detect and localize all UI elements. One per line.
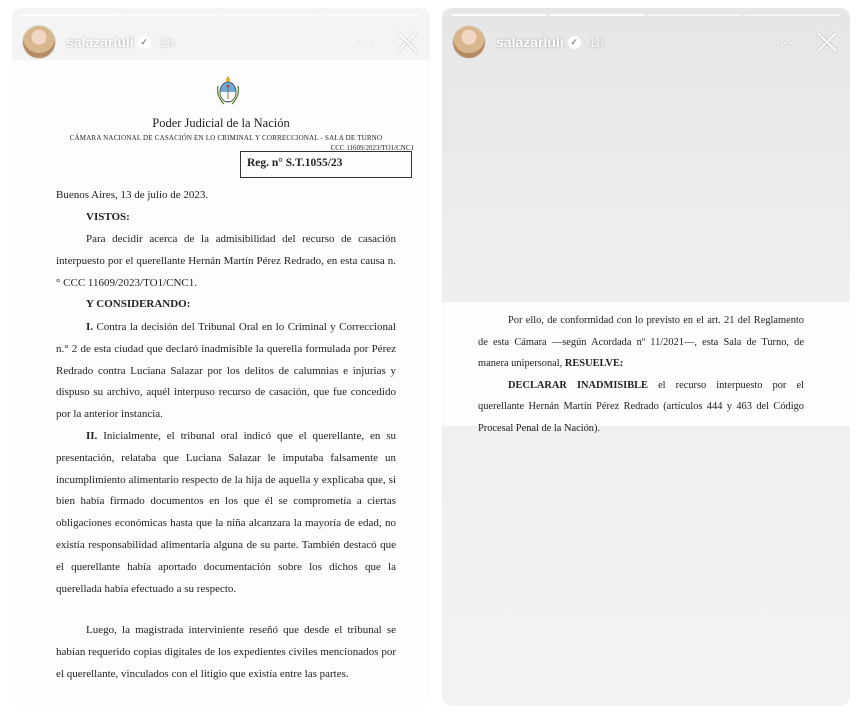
resolution-text-2: el recurso interpuesto por el querellante Hernán Martín Pérez Redrado (artículos 444 y 463 del Código Procesal Penal de la Nación).: [478, 379, 804, 434]
document-date: Buenos Aires, 13 de julio de 2023.: [56, 189, 209, 201]
verified-badge-icon: ✓: [568, 36, 581, 49]
case-number: CCC 11609/2023/TO1/CNC1: [330, 144, 414, 152]
progress-segment: [223, 14, 320, 16]
avatar[interactable]: [22, 25, 56, 59]
paragraph-2-text: Inicialmente, el tribunal oral indicó que el querellante, en su presentación, relataba que Luciana Salazar le imputaba falsamente un incumplimiento alimentario respecto de la hija de aquella y explicaba que, si bien había firmado documentos en los que él se comprometía a ciertas obligaciones económicas hasta que la niña alcanzara la mayoría de edad, no existía responsabilidad alimentaria alguna de su parte. También destacó que el querellante había aportado documentación sobre los dichos que la querellada había efectuado a su respecto.: [56, 430, 397, 595]
resuelve-label: RESUELVE:: [564, 358, 624, 369]
progress-segment: [550, 14, 645, 16]
vistos-paragraph: [56, 229, 396, 294]
more-options-icon[interactable]: ···: [775, 31, 796, 52]
story-header: [452, 22, 840, 62]
vistos-text: Para decidir acerca de la admisibilidad del recurso de casación interpuesto por el querellante Hernán Martín Pérez Redrado, en esta causa n.° CCC 11609/2023/TO1/CNC1.: [56, 233, 396, 289]
paragraph-1: [56, 317, 396, 426]
considerando-heading: Y CONSIDERANDO:: [86, 298, 191, 310]
avatar[interactable]: [452, 25, 486, 59]
progress-segment: [22, 14, 119, 16]
chamber-name: CÁMARA NACIONAL DE CASACIÓN EN LO CRIMINAL Y CORRECCIONAL - SALA DE TURNO: [69, 134, 383, 142]
story-panel-left[interactable]: [12, 8, 430, 706]
paragraph-3: [56, 620, 396, 685]
close-icon[interactable]: [394, 29, 420, 55]
story-header: [22, 22, 420, 62]
argentina-coat-of-arms-icon: [216, 74, 240, 106]
username[interactable]: salazarluli: [66, 34, 134, 50]
resolution-paragraph-1: [478, 310, 804, 375]
story-progress-bar: [22, 14, 420, 16]
paragraph-2: [56, 426, 396, 600]
progress-segment: [648, 14, 743, 16]
progress-segment: [122, 14, 219, 16]
more-options-icon[interactable]: ···: [355, 31, 376, 52]
post-time: 1h: [158, 34, 175, 50]
paragraph-2-number: II.: [86, 430, 98, 442]
court-resolution-excerpt: [442, 302, 850, 434]
registration-box: Reg. n° S.T.1055/23: [240, 151, 412, 178]
resolution-text-1: Por ello, de conformidad con lo previsto en el art. 21 del Reglamento de esta Cámara —según Acordada nº 11/2021—, esta Sala de Turno, de manera unipersonal,: [478, 315, 804, 369]
post-time: 1h: [588, 34, 605, 50]
verified-badge-icon: ✓: [138, 36, 151, 49]
close-icon[interactable]: [814, 29, 840, 55]
resolution-paragraph-2: [478, 375, 804, 440]
progress-segment: [745, 14, 840, 16]
court-name: Poder Judicial de la Nación: [152, 116, 290, 130]
paragraph-3-text: Luego, la magistrada interviniente reseñó que desde el tribunal se habían requerido copias digitales de los expedientes civiles mencionados por el querellante, vinculados con el litigio que existía entre las partes.: [56, 624, 396, 680]
story-panel-right[interactable]: [442, 8, 850, 706]
progress-segment: [323, 14, 420, 16]
declarar-inadmisible-label: DECLARAR INADMISIBLE: [508, 379, 648, 391]
progress-segment: [452, 14, 547, 16]
username[interactable]: salazarluli: [496, 34, 564, 50]
vistos-heading: VISTOS:: [86, 211, 130, 223]
court-document-page: [12, 60, 430, 706]
story-progress-bar: [452, 14, 840, 16]
paragraph-1-number: I.: [86, 321, 94, 333]
paragraph-1-text: Contra la decisión del Tribunal Oral en lo Criminal y Correccional n.° 2 de esta ciudad que declaró inadmisible la querella formulada por Pérez Redrado contra Luciana Salazar por los delitos de calumnias e injurias y dispuso su archivo, aquél interpuso recurso de casación, que fue concedido por la anterior instancia.: [56, 321, 396, 421]
